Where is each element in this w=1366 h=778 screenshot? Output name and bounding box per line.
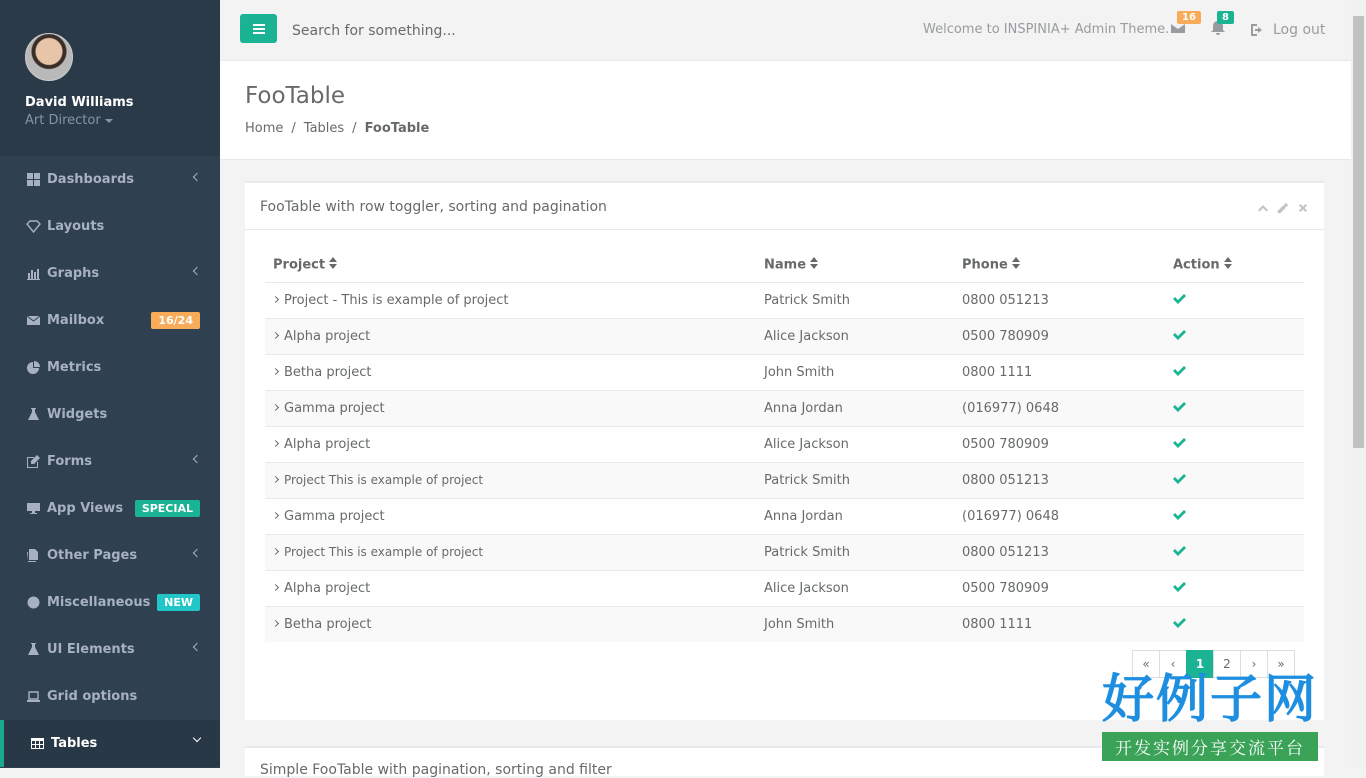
scrollbar-thumb[interactable] [1353, 16, 1364, 448]
row-toggle-icon[interactable] [272, 583, 279, 590]
logout-link[interactable] [1250, 22, 1325, 38]
flask-icon [25, 642, 41, 658]
sidebar-item-label: Dashboards [47, 172, 135, 187]
desktop-icon [25, 501, 41, 517]
column-header-label: Name [764, 257, 807, 273]
check-icon[interactable] [1173, 437, 1186, 448]
sidebar-item-other-pages[interactable] [0, 532, 220, 579]
row-toggle-icon[interactable] [272, 331, 279, 338]
page-title: FooTable [245, 83, 346, 109]
messages-count-badge: 16 [1177, 11, 1201, 24]
name-cell: Alice Jackson [756, 426, 954, 462]
phone-cell: 0500 780909 [954, 426, 1165, 462]
column-header-name[interactable] [756, 248, 954, 282]
table-row[interactable] [265, 606, 1304, 642]
edit-icon [25, 454, 41, 470]
project-cell [265, 282, 756, 318]
project-name: Betha project [284, 364, 372, 380]
profile-name[interactable]: David Williams [25, 95, 134, 110]
check-icon[interactable] [1173, 329, 1186, 340]
laptop-icon [25, 689, 41, 705]
caret-down-icon [105, 119, 113, 123]
sidebar-item-label: Tables [51, 736, 98, 751]
project-name: Betha project [284, 616, 372, 632]
check-icon[interactable] [1173, 545, 1186, 556]
phone-cell: 0800 1111 [954, 354, 1165, 390]
notifications-count-badge: 8 [1217, 11, 1234, 24]
check-icon[interactable] [1173, 617, 1186, 628]
phone-cell: 0500 780909 [954, 318, 1165, 354]
project-name: Alpha project [284, 328, 371, 344]
table-row[interactable] [265, 534, 1304, 570]
name-cell: Alice Jackson [756, 318, 954, 354]
diamond-icon [25, 219, 41, 235]
table-row[interactable] [265, 390, 1304, 426]
column-header-project[interactable] [265, 248, 756, 282]
menu-toggle-button[interactable] [240, 14, 277, 43]
sidebar-item-metrics[interactable] [0, 344, 220, 391]
bar-chart-icon [25, 266, 41, 282]
sidebar-item-dashboards[interactable] [0, 156, 220, 203]
sidebar-item-miscellaneous[interactable] [0, 579, 220, 626]
sidebar-item-widgets[interactable] [0, 391, 220, 438]
footable [265, 248, 1304, 642]
table-row[interactable] [265, 498, 1304, 534]
second-panel-title: Simple FooTable with pagination, sorting and filter [260, 762, 612, 778]
phone-cell: (016977) 0648 [954, 390, 1165, 426]
files-icon [25, 548, 41, 564]
project-name: Alpha project [284, 436, 371, 452]
table-row[interactable] [265, 462, 1304, 498]
project-cell [265, 426, 756, 462]
check-icon[interactable] [1173, 401, 1186, 412]
project-name: Alpha project [284, 580, 371, 596]
project-name: Gamma project [284, 400, 385, 416]
table-row[interactable] [265, 282, 1304, 318]
wrench-icon[interactable] [1277, 202, 1289, 214]
pie-chart-icon [25, 360, 41, 376]
row-toggle-icon[interactable] [272, 476, 279, 483]
column-header-label: Project [273, 257, 326, 273]
row-toggle-icon[interactable] [272, 439, 279, 446]
sidebar-item-label: Widgets [47, 407, 108, 422]
sidebar-item-label: Layouts [47, 219, 105, 234]
action-cell [1165, 534, 1304, 570]
sidebar-badge: NEW [157, 594, 200, 611]
sidebar-item-label: Mailbox [47, 313, 105, 328]
project-cell [265, 390, 756, 426]
action-cell [1165, 426, 1304, 462]
sidebar-item-grid-options[interactable] [0, 673, 220, 720]
sidebar-item-label: Forms [47, 454, 92, 469]
page-link[interactable]: « [1132, 650, 1160, 678]
panel-title: FooTable with row toggler, sorting and pagination [260, 199, 607, 215]
action-cell [1165, 498, 1304, 534]
bars-icon [253, 23, 265, 35]
chevron-left-icon [193, 643, 201, 651]
project-cell [265, 354, 756, 390]
flask-icon [25, 407, 41, 423]
table-row[interactable] [265, 570, 1304, 606]
action-cell [1165, 354, 1304, 390]
check-icon[interactable] [1173, 365, 1186, 376]
row-toggle-icon[interactable] [272, 620, 279, 627]
phone-cell: 0500 780909 [954, 570, 1165, 606]
th-large-icon [25, 172, 41, 188]
table-row[interactable] [265, 318, 1304, 354]
profile-block [0, 0, 220, 156]
row-toggle-icon[interactable] [272, 403, 279, 410]
sidebar-item-label: UI Elements [47, 642, 135, 657]
sidebar-nav [0, 156, 220, 767]
check-icon[interactable] [1173, 293, 1186, 304]
chevron-down-icon [193, 734, 201, 742]
name-cell: Alice Jackson [756, 570, 954, 606]
close-icon[interactable] [1297, 202, 1309, 214]
project-name: Project This is example of project [284, 545, 484, 559]
sidebar-badge: SPECIAL [135, 500, 200, 517]
profile-role-dropdown[interactable] [25, 113, 195, 128]
name-cell: John Smith [756, 354, 954, 390]
action-cell [1165, 570, 1304, 606]
chevron-left-icon [193, 267, 201, 275]
column-header-phone[interactable] [954, 248, 1165, 282]
notifications-button[interactable] [1210, 12, 1229, 40]
sidebar-item-ui-elements[interactable] [0, 626, 220, 673]
breadcrumb: Home / Tables / FooTable [245, 121, 430, 136]
name-cell: Patrick Smith [756, 282, 954, 318]
top-navbar [220, 0, 1351, 61]
sort-icon [1012, 257, 1020, 273]
sidebar [0, 0, 220, 768]
project-cell [265, 462, 756, 498]
page-link[interactable]: › [1240, 650, 1268, 678]
breadcrumb-tables[interactable]: Tables [303, 121, 345, 136]
watermark-subtitle: 开发实例分享交流平台 [1102, 732, 1318, 761]
sidebar-item-mailbox[interactable] [0, 297, 220, 344]
chevron-left-icon [193, 455, 201, 463]
project-name: Project This is example of project [284, 473, 484, 487]
sidebar-item-label: App Views [47, 501, 124, 516]
footable-panel [245, 181, 1324, 720]
profile-role: Art Director [25, 113, 101, 128]
phone-cell: (016977) 0648 [954, 498, 1165, 534]
column-header-action[interactable] [1165, 248, 1304, 282]
name-cell: John Smith [756, 606, 954, 642]
row-toggle-icon[interactable] [272, 548, 279, 555]
chevron-up-icon[interactable] [1257, 202, 1269, 214]
search-input[interactable] [292, 18, 712, 44]
table-body [265, 282, 1304, 642]
project-cell [265, 606, 756, 642]
breadcrumb-current: FooTable [364, 121, 430, 136]
row-toggle-icon[interactable] [272, 367, 279, 374]
sort-icon [329, 257, 337, 273]
project-cell [265, 318, 756, 354]
page-scrollbar[interactable] [1351, 0, 1366, 768]
logout-label: Log out [1273, 22, 1326, 38]
phone-cell: 0800 1111 [954, 606, 1165, 642]
sidebar-item-tables[interactable] [0, 720, 220, 767]
phone-cell: 0800 051213 [954, 282, 1165, 318]
sort-icon [1224, 257, 1232, 273]
project-cell [265, 570, 756, 606]
breadcrumb-home[interactable]: Home [245, 121, 284, 136]
watermark-title: 好例子网 [1101, 670, 1318, 730]
action-cell [1165, 462, 1304, 498]
project-name: Project - This is example of project [284, 292, 509, 308]
column-header-label: Phone [962, 257, 1008, 273]
check-icon[interactable] [1173, 473, 1186, 484]
table-icon [29, 736, 45, 752]
sidebar-item-label: Metrics [47, 360, 102, 375]
sign-out-icon [1250, 23, 1264, 37]
table-row[interactable] [265, 354, 1304, 390]
welcome-message: Welcome to INSPINIA+ Admin Theme. [923, 22, 1170, 37]
action-cell [1165, 390, 1304, 426]
chevron-left-icon [193, 173, 201, 181]
action-cell [1165, 282, 1304, 318]
sidebar-item-label: Grid options [47, 689, 138, 704]
check-icon[interactable] [1173, 509, 1186, 520]
project-name: Gamma project [284, 508, 385, 524]
name-cell: Anna Jordan [756, 390, 954, 426]
page-link[interactable]: 1 [1186, 650, 1214, 678]
name-cell: Patrick Smith [756, 534, 954, 570]
chevron-left-icon [193, 549, 201, 557]
sidebar-item-label: Graphs [47, 266, 100, 281]
avatar[interactable] [25, 33, 73, 81]
table-row[interactable] [265, 426, 1304, 462]
name-cell: Patrick Smith [756, 462, 954, 498]
page-link[interactable]: ‹ [1159, 650, 1187, 678]
sidebar-item-label: Miscellaneous [47, 595, 151, 610]
phone-cell: 0800 051213 [954, 462, 1165, 498]
sidebar-badge: 16/24 [151, 312, 200, 329]
sidebar-item-graphs[interactable] [0, 250, 220, 297]
panel-tools [1257, 202, 1309, 214]
phone-cell: 0800 051213 [954, 534, 1165, 570]
name-cell: Anna Jordan [756, 498, 954, 534]
messages-button[interactable] [1170, 12, 1196, 40]
row-toggle-icon[interactable] [272, 295, 279, 302]
sidebar-item-layouts[interactable] [0, 203, 220, 250]
watermark-logo [1102, 672, 1318, 761]
globe-icon [25, 595, 41, 611]
action-cell [1165, 318, 1304, 354]
table-header-row [265, 248, 1304, 282]
page-heading [220, 61, 1351, 160]
check-icon[interactable] [1173, 581, 1186, 592]
sidebar-item-forms[interactable] [0, 438, 220, 485]
column-header-label: Action [1173, 257, 1220, 273]
project-cell [265, 498, 756, 534]
page-link[interactable]: 2 [1213, 650, 1241, 678]
action-cell [1165, 606, 1304, 642]
page-link[interactable]: » [1267, 650, 1295, 678]
panel-title-bar [245, 183, 1324, 230]
row-toggle-icon[interactable] [272, 511, 279, 518]
sidebar-item-label: Other Pages [47, 548, 138, 563]
sidebar-item-app-views[interactable] [0, 485, 220, 532]
project-cell [265, 534, 756, 570]
envelope-icon [25, 313, 41, 329]
sort-icon [810, 257, 818, 273]
